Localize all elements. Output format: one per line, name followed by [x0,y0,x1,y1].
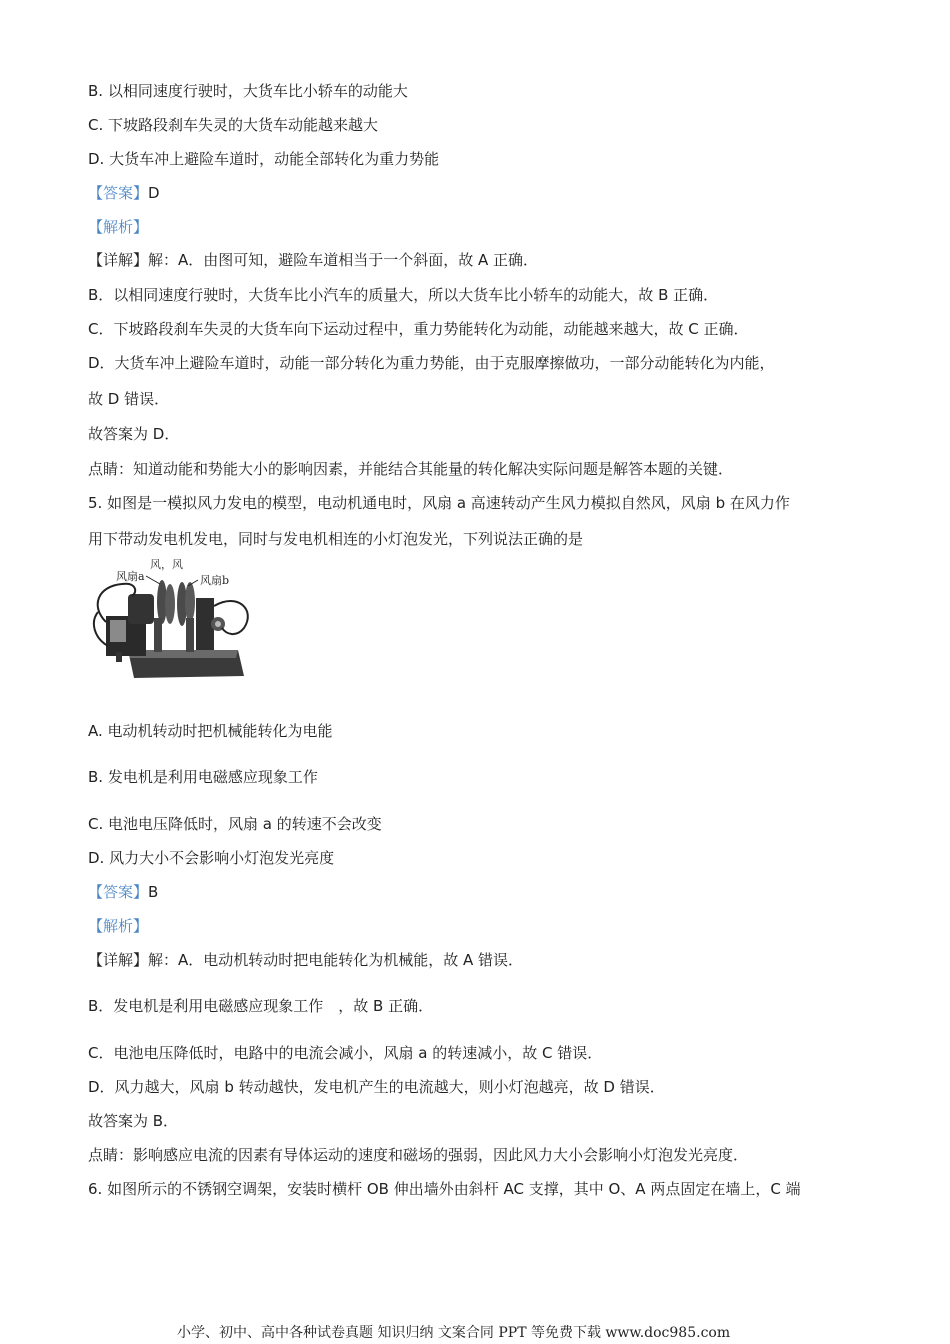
q5-option-c: C. 电池电压降低时，风扇 a 的转速不会改变 [88,815,382,833]
q5-answer [88,882,158,902]
q4-detail-b: B．以相同速度行驶时，大货车比小汽车的质量大，所以大货车比小轿车的动能大，故 B 正确． [88,286,719,304]
q4-answer [88,183,160,203]
q5-detail-d: D．风力越大，风扇 b 转动越快，发电机产生的电流越大，则小灯泡越亮，故 D 错误． [88,1078,665,1096]
figure-label-fan-a: 风扇a [116,570,145,583]
figure-label-fan-b: 风扇b [200,574,230,587]
q5-comment: 点睛：影响感应电流的因素有导体运动的速度和磁场的强弱，因此风力大小会影响小灯泡发光亮度． [88,1146,749,1164]
q4-detail-d-line1: D．大货车冲上避险车道时，动能一部分转化为重力势能，由于克服摩擦做功，一部分动能转化为内能， [88,354,775,372]
answer-value: B [148,883,159,901]
q6-stem-line1: 6. 如图所示的不锈钢空调架，安装时横杆 OB 伸出墙外由斜杆 AC 支撑，其中 O、A 两点固定在墙上，C 端 [88,1180,801,1198]
q5-detail-c: C．电池电压降低时，电路中的电流会减小，风扇 a 的转速减小，故 C 错误． [88,1044,603,1062]
page-footer: 小学、初中、高中各种试卷真题 知识归纳 文案合同 PPT 等免费下载 www.doc985.com [177,1325,731,1341]
wind-generator-figure [88,558,254,690]
q4-detail-d-line2: 故 D 错误． [88,390,170,408]
q5-detail-a: 【详解】解：A．电动机转动时把电能转化为机械能，故 A 错误． [88,951,524,969]
answer-tag: 【答案】 [88,883,149,901]
q5-stem-line2: 用下带动发电机发电，同时与发电机相连的小灯泡发光，下列说法正确的是 [88,530,584,548]
q4-detail-c: C．下坡路段刹车失灵的大货车向下运动过程中，重力势能转化为动能，动能越来越大，故 C 正确． [88,320,749,338]
wind-generator-photo [88,558,254,690]
q5-analysis-tag: 【解析】 [88,917,149,935]
q4-analysis-tag: 【解析】 [88,218,149,236]
q5-detail-b: B．发电机是利用电磁感应现象工作 ，故 B 正确． [88,997,434,1015]
q4-option-b: B. 以相同速度行驶时，大货车比小轿车的动能大 [88,82,408,100]
q5-option-a: A. 电动机转动时把机械能转化为电能 [88,722,333,740]
q5-stem-line1: 5. 如图是一模拟风力发电的模型，电动机通电时，风扇 a 高速转动产生风力模拟自然风，风扇 b 在风力作 [88,494,790,512]
q4-comment: 点睛：知道动能和势能大小的影响因素，并能结合其能量的转化解决实际问题是解答本题的关键． [88,460,734,478]
q4-detail-a: 【详解】解：A．由图可知，避险车道相当于一个斜面，故 A 正确． [88,251,539,269]
answer-tag: 【答案】 [88,184,149,202]
q4-option-d: D. 大货车冲上避险车道时，动能全部转化为重力势能 [88,150,440,168]
q5-option-b: B. 发电机是利用电磁感应现象工作 [88,768,318,786]
q4-conclusion: 故答案为 D． [88,425,180,443]
q5-option-d: D. 风力大小不会影响小灯泡发光亮度 [88,849,335,867]
answer-value: D [148,184,160,202]
q5-conclusion: 故答案为 B． [88,1112,179,1130]
q4-option-c: C. 下坡路段刹车失灵的大货车动能越来越大 [88,116,379,134]
figure-label-top: 风，风 [150,558,183,571]
